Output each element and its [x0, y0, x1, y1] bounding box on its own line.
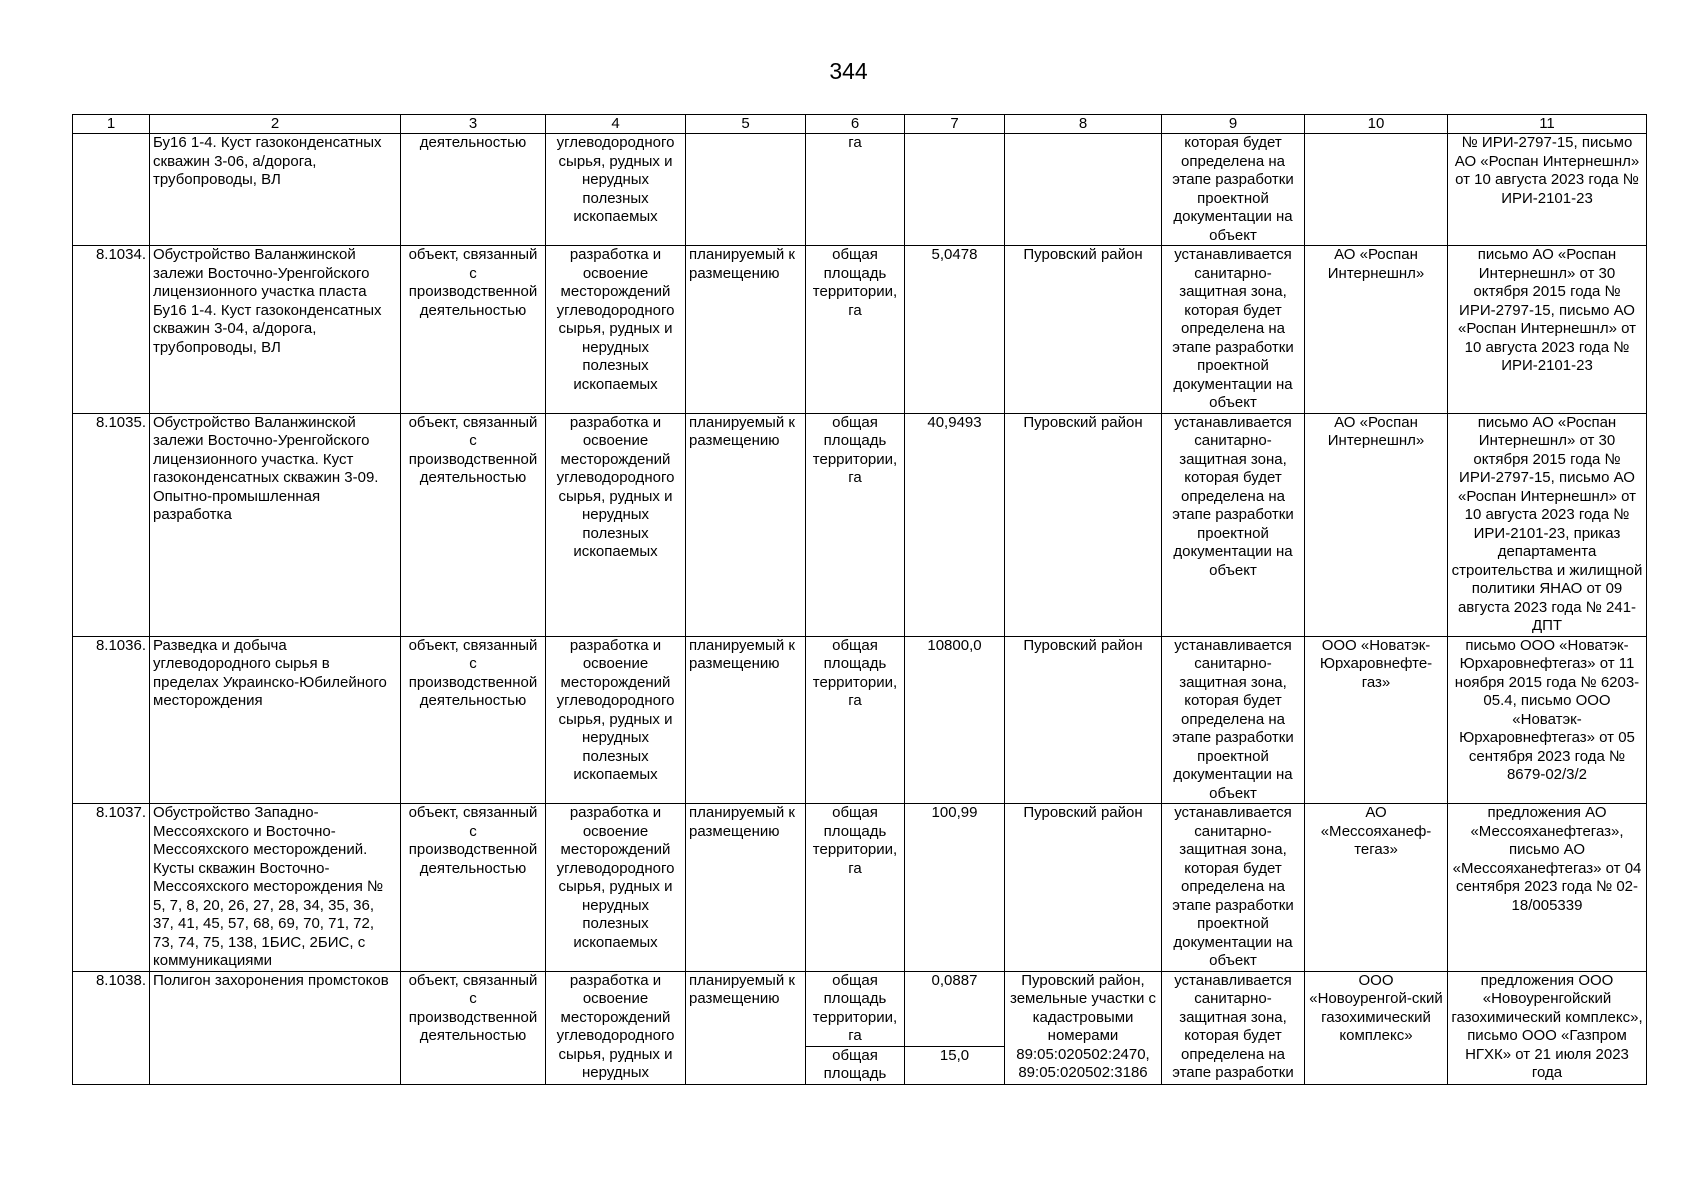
cell-characteristic: общая площадь территории, га — [806, 804, 905, 972]
column-header: 9 — [1162, 115, 1305, 134]
cell-characteristic: га — [806, 134, 905, 246]
cell-status: планируемый к размещению — [686, 804, 806, 972]
column-header: 8 — [1005, 115, 1162, 134]
cell-status: планируемый к размещению — [686, 971, 806, 1084]
cell-value: 40,9493 — [905, 413, 1005, 636]
cell-basis: письмо АО «Роспан Интернешнл» от 30 октября 2015 года № ИРИ-2797-15, письмо АО «Роспан Интернешнл» от 10 августа 2023 года № ИРИ-2101-23, приказ департамента строительства и жилищной политики ЯНАО от 09 августа 2023 года № 241-ДПТ — [1448, 413, 1647, 636]
column-header: 11 — [1448, 115, 1647, 134]
cell-number: 8.1036. — [73, 636, 150, 804]
cell-object-type: объект, связанный с производственной деятельностью — [401, 413, 546, 636]
cell-zone: устанавливается санитарно-защитная зона, которая будет определена на этапе разработки — [1162, 971, 1305, 1084]
cell-object-type: объект, связанный с производственной деятельностью — [401, 246, 546, 414]
cell-characteristic: общая площадь территории, га — [806, 971, 905, 1046]
cell-status: планируемый к размещению — [686, 246, 806, 414]
cell-organization: ООО «Новатэк-Юрхаровнефте-газ» — [1305, 636, 1448, 804]
cell-purpose: разработка и освоение месторождений углеводородного сырья, рудных и нерудных полезных ископаемых — [546, 636, 686, 804]
cell-purpose: разработка и освоение месторождений углеводородного сырья, рудных и нерудных полезных ископаемых — [546, 413, 686, 636]
cell-object-name: Обустройство Валанжинской залежи Восточно-Уренгойского лицензионного участка. Куст газоконденсатных скважин 3-09. Опытно-промышленная разработка — [150, 413, 401, 636]
cell-zone: устанавливается санитарно-защитная зона, которая будет определена на этапе разработки проектной документации на объект — [1162, 413, 1305, 636]
cell-number: 8.1037. — [73, 804, 150, 972]
cell-location: Пуровский район — [1005, 246, 1162, 414]
cell-status: планируемый к размещению — [686, 636, 806, 804]
cell-location: Пуровский район — [1005, 636, 1162, 804]
cell-object-name: Полигон захоронения промстоков — [150, 971, 401, 1084]
cell-value: 5,0478 — [905, 246, 1005, 414]
registry-table — [72, 114, 1647, 1085]
cell-value — [905, 134, 1005, 246]
table-row — [73, 804, 1647, 972]
cell-purpose: разработка и освоение месторождений углеводородного сырья, рудных и нерудных — [546, 971, 686, 1084]
cell-organization: АО «Мессояханеф-тегаз» — [1305, 804, 1448, 972]
cell-object-type: объект, связанный с производственной деятельностью — [401, 971, 546, 1084]
cell-object-type: объект, связанный с производственной деятельностью — [401, 636, 546, 804]
cell-basis: предложения ООО «Новоуренгойский газохимический комплекс», письмо ООО «Газпром НГХК» от 21 июля 2023 года — [1448, 971, 1647, 1084]
cell-zone: устанавливается санитарно-защитная зона, которая будет определена на этапе разработки проектной документации на объект — [1162, 636, 1305, 804]
cell-location: Пуровский район, земельные участки с кадастровыми номерами 89:05:020502:2470, 89:05:020502:3186 — [1005, 971, 1162, 1084]
cell-status — [686, 134, 806, 246]
cell-purpose: углеводородного сырья, рудных и нерудных полезных ископаемых — [546, 134, 686, 246]
cell-basis: письмо АО «Роспан Интернешнл» от 30 октября 2015 года № ИРИ-2797-15, письмо АО «Роспан Интернешнл» от 10 августа 2023 года № ИРИ-2101-23 — [1448, 246, 1647, 414]
cell-value: 10800,0 — [905, 636, 1005, 804]
cell-number — [73, 134, 150, 246]
cell-organization: АО «Роспан Интернешнл» — [1305, 413, 1448, 636]
cell-number: 8.1034. — [73, 246, 150, 414]
column-header: 3 — [401, 115, 546, 134]
cell-number: 8.1038. — [73, 971, 150, 1084]
table-row — [73, 413, 1647, 636]
table-row — [73, 246, 1647, 414]
cell-zone: устанавливается санитарно-защитная зона, которая будет определена на этапе разработки проектной документации на объект — [1162, 804, 1305, 972]
column-header: 2 — [150, 115, 401, 134]
cell-organization — [1305, 134, 1448, 246]
column-header: 7 — [905, 115, 1005, 134]
page-number: 344 — [829, 58, 868, 84]
cell-location: Пуровский район — [1005, 413, 1162, 636]
cell-basis: письмо ООО «Новатэк-Юрхаровнефтегаз» от 11 ноября 2015 года № 6203-05.4, письмо ООО «Новатэк-Юрхаровнефтегаз» от 05 сентября 2023 года № 8679-02/3/2 — [1448, 636, 1647, 804]
cell-characteristic: общая площадь территории, га — [806, 413, 905, 636]
cell-object-name: Разведка и добыча углеводородного сырья в пределах Украинско-Юбилейного месторождения — [150, 636, 401, 804]
cell-organization: ООО «Новоуренгой-ский газохимический комплекс» — [1305, 971, 1448, 1084]
cell-organization: АО «Роспан Интернешнл» — [1305, 246, 1448, 414]
table-row — [73, 636, 1647, 804]
column-header: 5 — [686, 115, 806, 134]
cell-object-name: Бу16 1-4. Куст газоконденсатных скважин 3-06, а/дорога, трубопроводы, ВЛ — [150, 134, 401, 246]
table-row-continuation — [73, 134, 1647, 246]
cell-object-type: объект, связанный с производственной деятельностью — [401, 804, 546, 972]
cell-zone: устанавливается санитарно-защитная зона, которая будет определена на этапе разработки проектной документации на объект — [1162, 246, 1305, 414]
cell-status: планируемый к размещению — [686, 413, 806, 636]
cell-characteristic: общая площадь территории, га — [806, 636, 905, 804]
cell-characteristic: общая площадь — [806, 1046, 905, 1084]
cell-location: Пуровский район — [1005, 804, 1162, 972]
header-row — [73, 115, 1647, 134]
cell-purpose: разработка и освоение месторождений углеводородного сырья, рудных и нерудных полезных ископаемых — [546, 246, 686, 414]
column-header: 10 — [1305, 115, 1448, 134]
cell-object-name: Обустройство Валанжинской залежи Восточно-Уренгойского лицензионного участка пласта Бу16 1-4. Куст газоконденсатных скважин 3-04, а/дорога, трубопроводы, ВЛ — [150, 246, 401, 414]
cell-basis: предложения АО «Мессояханефтегаз», письмо АО «Мессояханефтегаз» от 04 сентября 2023 года № 02-18/005339 — [1448, 804, 1647, 972]
cell-location — [1005, 134, 1162, 246]
cell-value: 15,0 — [905, 1046, 1005, 1084]
table-row — [73, 971, 1647, 1046]
cell-zone: которая будет определена на этапе разработки проектной документации на объект — [1162, 134, 1305, 246]
column-header: 4 — [546, 115, 686, 134]
cell-basis: № ИРИ-2797-15, письмо АО «Роспан Интернешнл» от 10 августа 2023 года № ИРИ-2101-23 — [1448, 134, 1647, 246]
cell-object-name: Обустройство Западно-Мессояхского и Восточно-Мессояхского месторождений. Кусты скважин Восточно-Мессояхского месторождения № 5, 7, 8, 20, 26, 27, 28, 34, 35, 36, 37, 41, 45, 57, 68, 69, 70, 71, 72, 73, 74, 75, 138, 1БИС, 2БИС, с коммуникациями — [150, 804, 401, 972]
cell-purpose: разработка и освоение месторождений углеводородного сырья, рудных и нерудных полезных ископаемых — [546, 804, 686, 972]
column-header: 6 — [806, 115, 905, 134]
cell-characteristic: общая площадь территории, га — [806, 246, 905, 414]
cell-number: 8.1035. — [73, 413, 150, 636]
cell-value: 0,0887 — [905, 971, 1005, 1046]
column-header: 1 — [73, 115, 150, 134]
cell-object-type: деятельностью — [401, 134, 546, 246]
cell-value: 100,99 — [905, 804, 1005, 972]
